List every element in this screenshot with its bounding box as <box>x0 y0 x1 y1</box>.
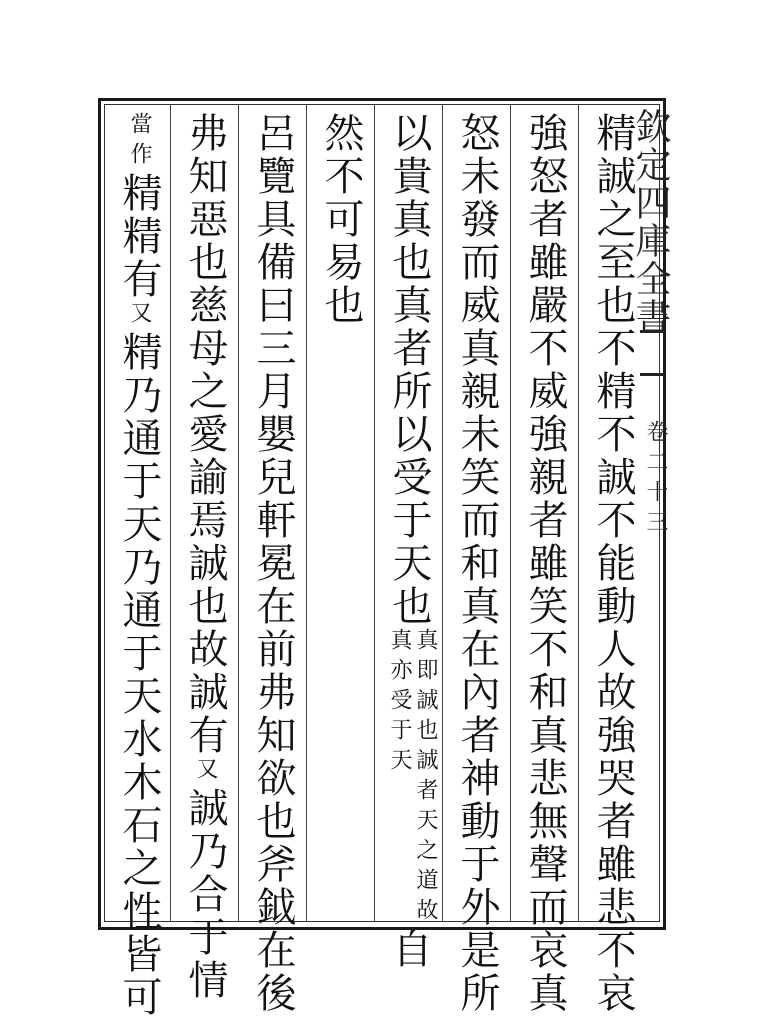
margin-fishtail <box>640 330 664 376</box>
main-text: 精有 <box>116 215 162 301</box>
main-text: 以貴真也真者所以受于天也 <box>386 112 432 628</box>
main-text-continued: 誠乃合于情 <box>182 787 228 1002</box>
inline-note: 又 <box>193 757 218 787</box>
main-text-continued: 精乃通于天乃通于天水木石之性皆可 <box>116 331 162 1019</box>
column-rule <box>170 104 171 922</box>
text-column-6: 呂覽具備曰三月嬰兒軒冕在前弗知欲也斧鉞在後 <box>250 112 296 1015</box>
commentary-note: 真即誠也誠者天之道故真亦受于天 <box>387 628 438 928</box>
text-column-5: 然不可易也 <box>318 112 364 327</box>
text-column-4 <box>380 112 438 971</box>
column-rule <box>306 104 307 922</box>
column-rule <box>510 104 511 922</box>
main-text-first: 精 <box>116 172 162 215</box>
column-rule <box>578 104 579 922</box>
text-column-1: 精誠之至也不精不誠不能動人故強哭者雖悲不哀 <box>590 112 636 1015</box>
inline-note: 又 <box>127 301 152 331</box>
column-rule <box>374 104 375 922</box>
column-rule <box>442 104 443 922</box>
main-text-tail: 自 <box>386 928 432 971</box>
margin-book-title: 欽定四庫全書 <box>630 108 671 336</box>
column-rule <box>238 104 239 922</box>
text-column-2: 強怒者雖嚴不威強親者雖笑不和真悲無聲而哀真 <box>522 112 568 1015</box>
text-column-3: 怒未發而威真親未笑而和真在內者神動于外是所 <box>454 112 500 1015</box>
main-text: 弗知惡也慈母之愛諭焉誠也故誠有 <box>182 112 228 757</box>
head-note: 當作 <box>127 112 152 172</box>
margin-volume-number: 卷二十三 <box>643 420 668 540</box>
text-column-7 <box>176 112 234 1002</box>
text-column-8 <box>110 112 168 1019</box>
